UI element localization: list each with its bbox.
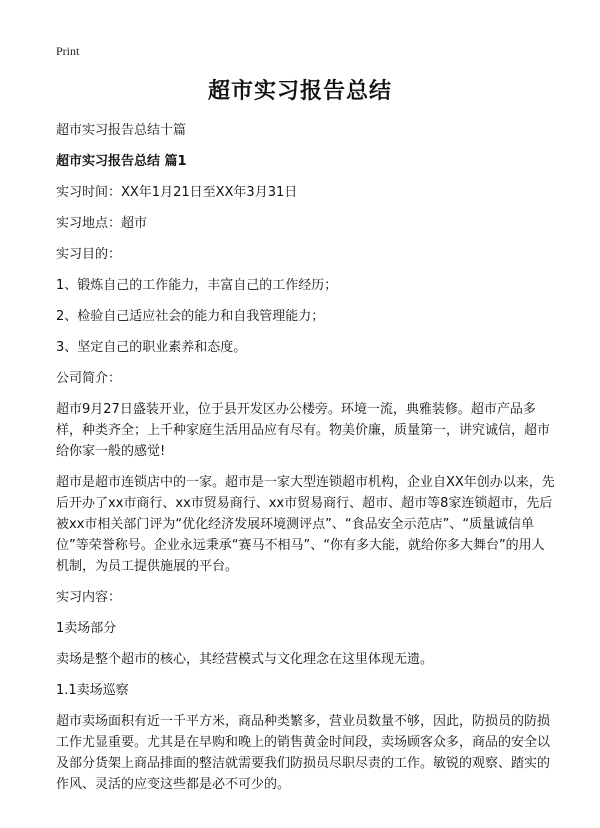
section-1-1-paragraph: 超市卖场面积有近一千平方米，商品种类繁多，营业员数量不够，因此，防损员的防损工作尤显重要。尤其是在早购和晚上的销售黄金时间段，卖场顾客众多，商品的安全以及部分货架上商品排面的整洁就需要我们防损员尽职尽责的工作。敏锐的观察、踏实的作风、灵活的应变这些都是必不可少的。 <box>56 714 551 792</box>
section-1-description: 卖场是整个超市的核心，其经营模式与文化理念在这里体现无遗。 <box>56 652 434 667</box>
company-paragraph-2: 超市是超市连锁店中的一家。超市是一家大型连锁超市机构，企业自XX年创办以来，先后开办了xx市商行、xx市贸易商行、xx市贸易商行、超市、超市等8家连锁超市，先后被xx市相关部门评为“优化经济发展环境测评点”、“食品安全示范店”、“质量诚信单位”等荣誉称号。企业永远秉承“赛马不相马”、“你有多大能，就给你多大舞台”的用人机制，为员工提供施展的平台。 <box>56 475 555 574</box>
internship-place: 实习地点：超市 <box>56 216 148 231</box>
company-label: 公司简介： <box>56 371 122 386</box>
purpose-label: 实习目的： <box>56 247 122 262</box>
document-title: 超市实习报告总结 <box>207 79 392 104</box>
purpose-item-3: 3、坚定自己的职业素养和态度。 <box>56 340 247 355</box>
purpose-item-2: 2、检验自己适应社会的能力和自我管理能力； <box>56 309 325 324</box>
section-heading: 超市实习报告总结 篇1 <box>56 154 187 169</box>
section-1-1-heading: 1.1卖场巡察 <box>56 683 129 698</box>
document-body <box>56 120 556 795</box>
purpose-item-1: 1、锻炼自己的工作能力，丰富自己的工作经历； <box>56 278 338 293</box>
internship-time: 实习时间：XX年1月21日至XX年3月31日 <box>56 185 298 200</box>
document-subtitle: 超市实习报告总结十篇 <box>56 123 187 138</box>
section-1-heading: 1卖场部分 <box>56 621 117 636</box>
content-label: 实习内容： <box>56 590 122 605</box>
print-label: Print <box>56 44 80 58</box>
company-paragraph-1: 超市9月27日盛装开业，位于县开发区办公楼旁。环境一流，典雅装修。超市产品多样，种类齐全；上千种家庭生活用品应有尽有。物美价廉，质量第一，讲究诚信，超市给你家一般的感觉! <box>56 402 551 459</box>
